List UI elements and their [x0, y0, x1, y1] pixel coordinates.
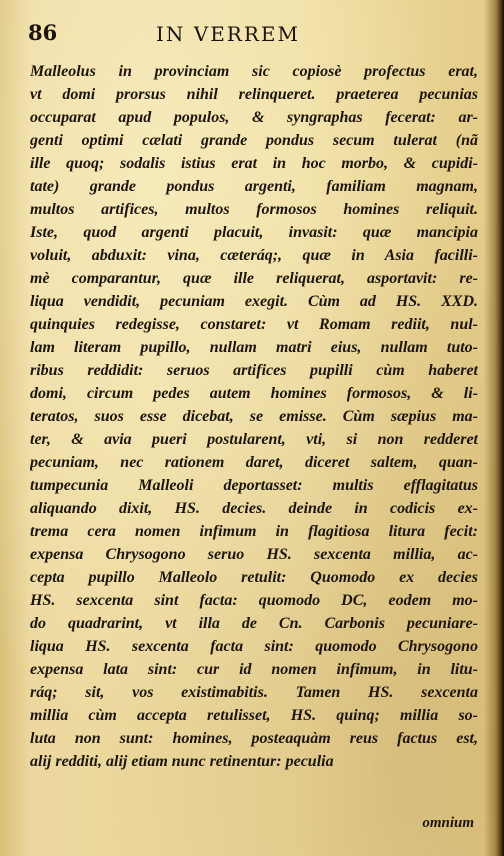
text-line: aliquando dixit, HS. decies. deinde in codicis ex-	[30, 500, 478, 517]
text-line: expensa Chrysogono seruo HS. sexcenta millia, ac-	[30, 546, 478, 563]
body-text	[30, 60, 478, 773]
text-line: voluit, abduxit: vina, cæteráq;, quæ in Asia facilli-	[30, 247, 478, 264]
text-line: luta non sunt: homines, posteaquàm reus factus est,	[30, 730, 478, 747]
text-line: pecuniam, nec rationem daret, diceret saltem, quan-	[30, 454, 478, 471]
text-line: cepta pupillo Malleolo retulit: Quomodo ex decies	[30, 569, 478, 586]
page-gutter-shadow	[496, 0, 504, 856]
text-line: trema cera nomen infimum in flagitiosa litura fecit:	[30, 523, 478, 540]
text-line: tate) grande pondus argenti, familiam magnam,	[30, 178, 478, 195]
text-line: expensa lata sint: cur id nomen infimum, in litu-	[30, 661, 478, 678]
text-line: tumpecunia Malleoli deportasset: multis efflagitatus	[30, 477, 478, 494]
page-number: 86	[28, 20, 58, 45]
running-head: IN VERREM	[156, 22, 300, 46]
text-line: HS. sexcenta sint facta: quomodo DC, eodem mo-	[30, 592, 478, 609]
text-line: ribus reddidit: seruos artifices pupilli cùm haberet	[30, 362, 478, 379]
text-line: Iste, quod argenti placuit, invasit: quæ mancipia	[30, 224, 478, 241]
text-line: liqua vendidit, pecuniam exegit. Cùm ad HS. XXD.	[30, 293, 478, 310]
text-line: multos artifices, multos formosos homines reliquit.	[30, 201, 478, 218]
text-line: ráq; sit, vos existimabitis. Tamen HS. sexcenta	[30, 684, 478, 701]
catchword: omnium	[422, 815, 474, 831]
text-line: genti optimi cælati grande pondus secum tulerat (nã	[30, 132, 478, 149]
text-line: vt domi prorsus nihil relinqueret. praeterea pecunias	[30, 86, 478, 103]
text-line: ille quoq; sodalis istius erat in hoc morbo, & cupidi-	[30, 155, 478, 172]
text-line: do quadrarint, vt illa de Cn. Carbonis pecuniare-	[30, 615, 478, 632]
text-line: quinquies redegisse, constaret: vt Romam rediit, nul-	[30, 316, 478, 333]
text-line: domi, circum pedes autem homines formosos, & li-	[30, 385, 478, 402]
text-line: ter, & avia pueri postularent, vti, si non redderet	[30, 431, 478, 448]
text-line: liqua HS. sexcenta facta sint: quomodo Chrysogono	[30, 638, 478, 655]
text-line: teratos, suos esse dicebat, se emisse. Cùm sæpius ma-	[30, 408, 478, 425]
page-header	[28, 20, 468, 50]
text-line: mè comparantur, quæ ille reliquerat, asportavit: re-	[30, 270, 478, 287]
text-line: occuparat apud populos, & syngraphas fecerat: ar-	[30, 109, 478, 126]
text-line: Malleolus in provinciam sic copiosè profectus erat,	[30, 63, 478, 80]
text-line: lam literam pupillo, nullam matri eius, nullam tuto-	[30, 339, 478, 356]
text-line: alij redditi, alij etiam nunc retinentur: peculia	[30, 753, 334, 770]
text-line: millia cùm accepta retulisset, HS. quinq; millia so-	[30, 707, 478, 724]
